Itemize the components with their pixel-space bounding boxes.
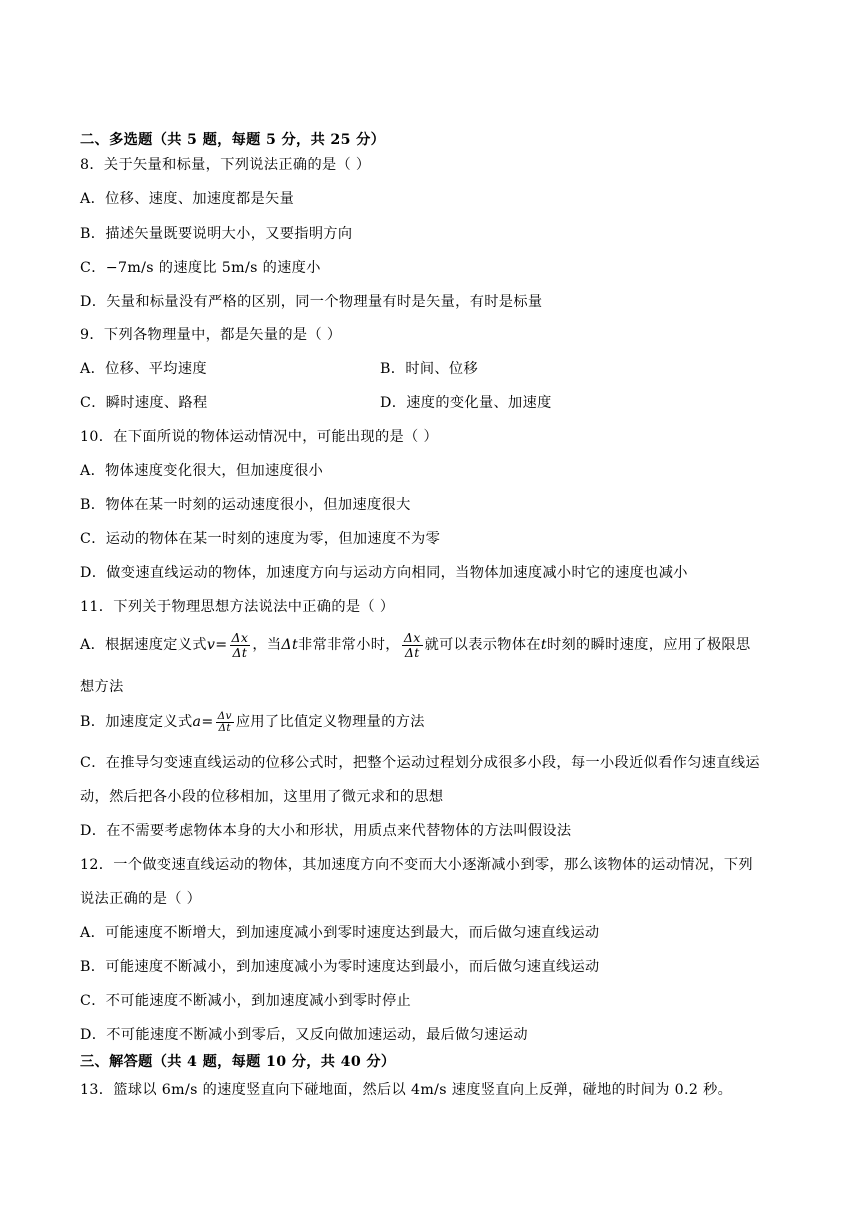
q11a-var-t: t bbox=[540, 637, 547, 653]
question-9-option-c: C．瞬时速度、路程 bbox=[80, 395, 208, 411]
q11b-equals: = bbox=[201, 714, 214, 730]
question-10-option-a: A．物体速度变化很大，但加速度很小 bbox=[80, 463, 324, 479]
question-11-option-d: D．在不需要考虑物体本身的大小和形状，用质点来代替物体的方法叫假设法 bbox=[80, 823, 572, 839]
q11a-text-2: ，当 bbox=[252, 637, 282, 653]
question-9-stem: 9．下列各物理量中，都是矢量的是（ ） bbox=[80, 327, 342, 343]
q11b-frac-denominator: Δt bbox=[218, 721, 231, 734]
q11a-fraction-1 bbox=[230, 631, 251, 660]
question-11-option-c: C．在推导匀变速直线运动的位移公式时，把整个运动过程划分成很多小段，每一小段近似看作匀速直线运 bbox=[80, 755, 760, 771]
question-10-option-c: C．运动的物体在某一时刻的速度为零，但加速度不为零 bbox=[80, 531, 441, 547]
q11a-equals: = bbox=[215, 637, 228, 653]
q11a-text-1: A．根据速度定义式 bbox=[80, 637, 207, 653]
question-10-option-d: D．做变速直线运动的物体，加速度方向与运动方向相同，当物体加速度减小时它的速度也减小 bbox=[80, 565, 688, 581]
question-13-stem: 13．篮球以 6m/s 的速度竖直向下碰地面，然后以 4m/s 速度竖直向上反弹，碰地的时间为 0.2 秒。 bbox=[80, 1082, 733, 1098]
question-9-option-b: B．时间、位移 bbox=[380, 361, 479, 377]
q11a-frac1-numerator: Δx bbox=[231, 629, 249, 645]
question-8-stem: 8．关于矢量和标量，下列说法正确的是（ ） bbox=[80, 157, 371, 173]
question-9-option-a: A．位移、平均速度 bbox=[80, 361, 207, 377]
section-3-heading: 三、解答题（共 4 题，每题 10 分，共 40 分） bbox=[80, 1054, 396, 1070]
q11a-var-v: v bbox=[206, 637, 216, 653]
question-8-option-a: A．位移、速度、加速度都是矢量 bbox=[80, 191, 295, 207]
q11a-text-4: 就可以表示物体在 bbox=[424, 637, 541, 653]
question-12-stem: 12．一个做变速直线运动的物体，其加速度方向不变而大小逐渐减小到零，那么该物体的运动情况，下列 bbox=[80, 857, 753, 873]
section-2-heading: 二、多选题（共 5 题，每题 5 分，共 25 分） bbox=[80, 132, 386, 148]
question-12-stem-line-2: 说法正确的是（ ） bbox=[80, 891, 202, 907]
q11b-frac-numerator: Δv bbox=[217, 709, 232, 722]
question-12-option-c: C．不可能速度不断减小，到加速度减小到零时停止 bbox=[80, 993, 412, 1009]
question-9-option-d: D．速度的变化量、加速度 bbox=[380, 395, 552, 411]
q11a-fraction-2 bbox=[402, 631, 423, 660]
question-12-option-d: D．不可能速度不断减小到零后，又反向做加速运动，最后做匀速运动 bbox=[80, 1027, 528, 1043]
question-8-option-b: B．描述矢量既要说明大小，又要指明方向 bbox=[80, 226, 353, 242]
question-10-option-b: B．物体在某一时刻的运动速度很小，但加速度很大 bbox=[80, 497, 411, 513]
q11b-fraction bbox=[216, 711, 234, 734]
question-11-option-a-line-2: 想方法 bbox=[80, 679, 124, 695]
q11b-var-a: a bbox=[192, 714, 202, 730]
q11a-delta-t: Δt bbox=[281, 637, 299, 653]
q11a-text-5: 时刻的瞬时速度，应用了极限思 bbox=[546, 637, 751, 653]
q11b-text-1: B．加速度定义式 bbox=[80, 714, 193, 730]
question-8-option-d: D．矢量和标量没有严格的区别，同一个物理量有时是矢量，有时是标量 bbox=[80, 294, 543, 310]
question-12-option-a: A．可能速度不断增大，到加速度减小到零时速度达到最大，而后做匀速直线运动 bbox=[80, 925, 600, 941]
question-12-option-b: B．可能速度不断减小，到加速度减小为零时速度达到最小，而后做匀速直线运动 bbox=[80, 959, 600, 975]
q11a-frac1-denominator: Δt bbox=[232, 644, 248, 660]
q11b-text-2: 应用了比值定义物理量的方法 bbox=[235, 714, 425, 730]
question-8-option-c: C．−7m/s 的速度比 5m/s 的速度小 bbox=[80, 260, 321, 276]
question-11-option-b bbox=[80, 707, 425, 737]
question-11-option-a bbox=[80, 628, 751, 662]
q11a-frac2-denominator: Δt bbox=[404, 644, 420, 660]
question-11-option-c-line-2: 动，然后把各小段的位移相加，这里用了微元求和的思想 bbox=[80, 789, 444, 805]
question-11-stem: 11．下列关于物理思想方法说法中正确的是（ ） bbox=[80, 599, 395, 615]
question-10-stem: 10．在下面所说的物体运动情况中，可能出现的是（ ） bbox=[80, 429, 438, 445]
q11a-text-3: 非常非常小时， bbox=[298, 637, 400, 653]
q11a-frac2-numerator: Δx bbox=[403, 629, 421, 645]
